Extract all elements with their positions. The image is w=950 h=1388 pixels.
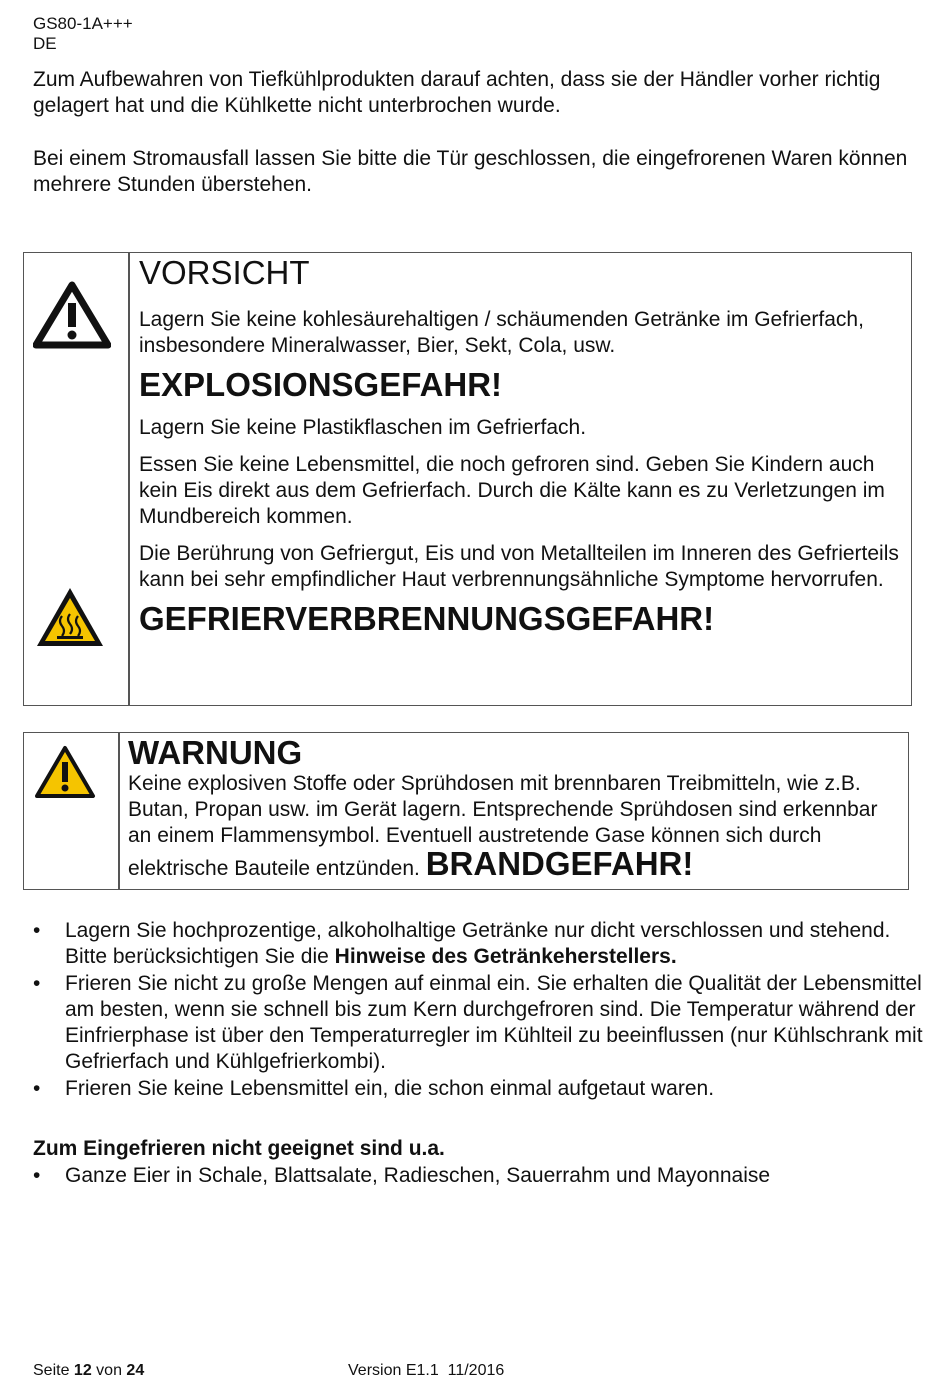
caution-box [23,252,912,706]
warning-box [23,732,909,890]
warning-triangle-yellow-icon [34,745,96,804]
unsuitable-heading: Zum Eingefrieren nicht geeignet sind u.a. [33,1137,445,1160]
caution-text-2: Lagern Sie keine Plastikflaschen im Gefrierfach. [139,416,587,439]
fire-hazard-label: BRANDGEFAHR! [425,845,694,882]
caution-title: VORSICHT [139,254,310,291]
explosion-hazard-label: EXPLOSIONSGEFAHR! [139,366,503,403]
list-item: • Frieren Sie keine Lebensmittel ein, die schon einmal aufgetaut waren. [33,1076,923,1102]
list-item [33,918,923,970]
unsuitable-list [33,1163,923,1190]
caution-text-1: Lagern Sie keine kohlesäurehaltigen / schäumenden Getränke im Gefrierfach, insbesondere Mineralwasser, Bier, Sekt, Cola, usw. [139,308,864,357]
warning-title: WARNUNG [128,734,303,771]
version-info: Version E1.1 11/2016 [348,1362,505,1379]
list-item-text: Lagern Sie hochprozentige, alkoholhaltige Getränke nur dicht verschlossen und stehend. Bitte berücksichtigen Sie die [65,919,891,968]
hot-surface-icon [35,586,105,653]
page-number: Seite 12 von 24 [33,1362,145,1379]
warning-text-block [128,771,898,882]
storage-tips-list [33,918,923,1103]
list-item: • Ganze Eier in Schale, Blattsalate, Radieschen, Sauerrahm und Mayonnaise [33,1163,923,1189]
caution-text-3: Essen Sie keine Lebensmittel, die noch gefroren sind. Geben Sie Kindern auch kein Eis direkt aus dem Gefrierfach. Durch die Kälte kann es zu Verletzungen im Mundbereich kommen. [139,453,885,528]
caution-text-4: Die Berührung von Gefriergut, Eis und von Metallteilen im Inneren des Gefrierteils kann bei sehr empfindlicher Haut verbrennungsähnliche Symptome hervorrufen. [139,542,899,591]
document-header [33,14,133,54]
warning-text: Keine explosiven Stoffe oder Sprühdosen mit brennbaren Treibmitteln, wie z.B. Butan, Propan usw. im Gerät lagern. Entsprechende Sprühdosen sind erkennbar an einem Flammensymbol. Eventuell austretende Gase können sich durch elektrische Bauteile entzünden. [128,772,878,880]
language-code: DE [33,34,57,53]
intro-paragraph-2: Bei einem Stromausfall lassen Sie bitte die Tür geschlossen, die eingefrorenen Waren können mehrere Stunden überstehen. [33,147,908,196]
caution-divider [128,253,130,705]
warning-triangle-icon [33,281,111,354]
frostbite-hazard-label: GEFRIERVERBRENNUNGSGEFAHR! [139,600,715,637]
warning-divider [118,733,120,889]
intro-paragraph-1: Zum Aufbewahren von Tiefkühlprodukten darauf achten, dass sie der Händler vorher richtig gelagert hat und die Kühlkette nicht unterbrochen wurde. [33,68,881,117]
model-code: GS80-1A+++ [33,14,133,33]
list-item: • Frieren Sie nicht zu große Mengen auf einmal ein. Sie erhalten die Qualität der Lebensmittel am besten, wenn sie schnell bis zum Kern durchgefroren sind. Die Temperatur während der Einfrierphase ist über den Temperaturregler im Kühlteil zu beeinflussen (nur Kühlschrank mit Gefrierfach und Kühlgefrierkombi). [33,971,923,1075]
list-item-emphasis: Hinweise des Getränkeherstellers. [334,945,677,968]
